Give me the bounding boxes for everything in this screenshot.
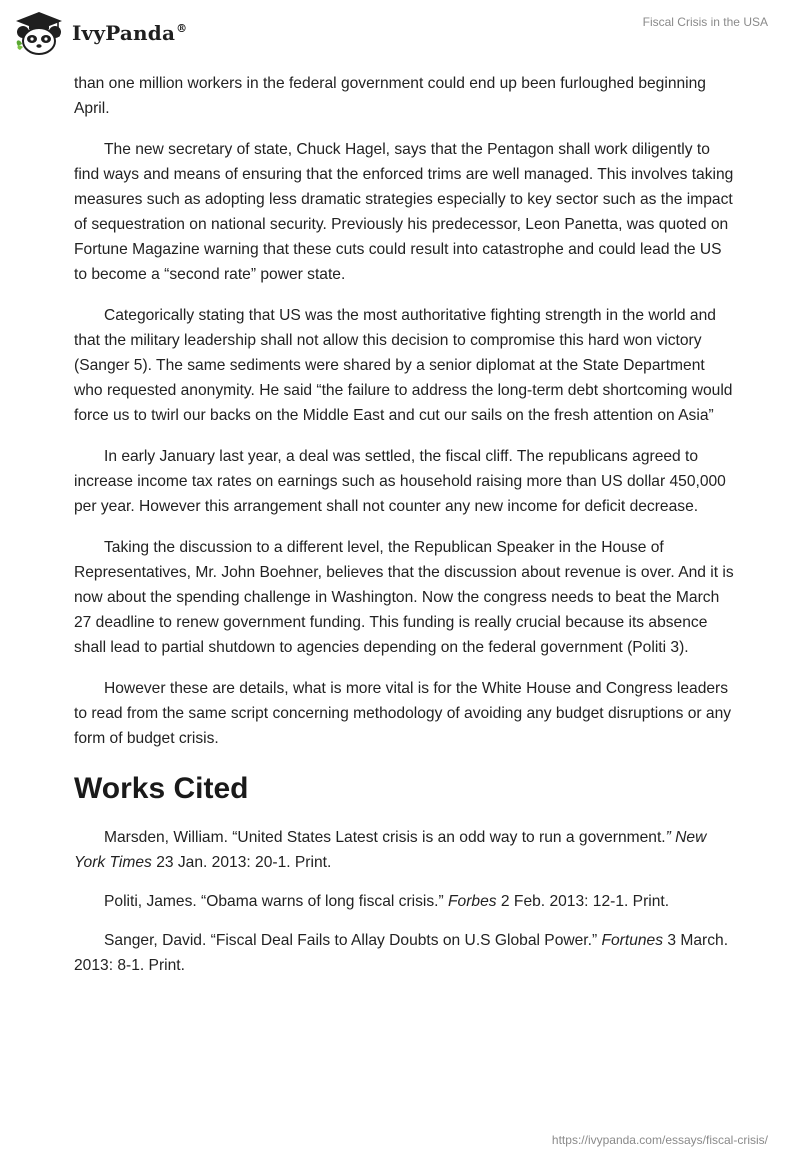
brand-name: IvyPanda® [72, 21, 188, 45]
paragraph: Categorically stating that US was the most authoritative fighting strength in the world and that the military leadership shall not allow this decision to compromise this hard won victory (Sanger 5). The same sediments were shared by a senior diplomat at the State Department who requested anonymity. He said “the failure to address the long-term debt shortcoming would force us to twirl our backs on the Middle East and cut our sails on the fresh attention on Asia” [74, 307, 733, 424]
document-title: Fiscal Crisis in the USA [642, 15, 768, 29]
citation-entry: Sanger, David. “Fiscal Deal Fails to Allay Doubts on U.S Global Power.” Fortunes 3 March. 2013: 8-1. Print. [74, 932, 729, 974]
paragraph: However these are details, what is more vital is for the White House and Congress leaders to read from the same script concerning methodology of avoiding any budget disruptions or any form of budget crisis. [74, 680, 732, 747]
citation-entry: Marsden, William. “United States Latest crisis is an odd way to run a government.” New York Times 23 Jan. 2013: 20-1. Print. [74, 829, 707, 871]
paragraph: In early January last year, a deal was settled, the fiscal cliff. The republicans agreed to increase income tax rates on earnings such as household raising more than US dollar 450,000 per year. However this arrangement shall not counter any new income for deficit decrease. [74, 448, 726, 515]
essay-content [74, 71, 734, 992]
works-cited-heading: Works Cited [74, 772, 249, 805]
citation-entry: Politi, James. “Obama warns of long fiscal crisis.” Forbes 2 Feb. 2013: 12-1. Print. [104, 893, 670, 910]
paragraph: than one million workers in the federal government could end up been furloughed beginning April. [74, 75, 706, 117]
page-header [0, 0, 800, 66]
panda-graduation-cap-icon [14, 10, 64, 56]
ivypanda-logo[interactable] [14, 8, 204, 58]
source-url[interactable]: https://ivypanda.com/essays/fiscal-crisis/ [551, 1133, 768, 1147]
paragraph: Taking the discussion to a different level, the Republican Speaker in the House of Representatives, Mr. John Boehner, believes that the discussion about revenue is over. And it is now about the spending challenge in Washington. Now the congress needs to beat the March 27 deadline to renew government funding. This funding is really crucial because its absence shall lead to partial shutdown to agencies depending on the federal government (Politi 3). [74, 539, 734, 656]
paragraph: The new secretary of state, Chuck Hagel, says that the Pentagon shall work diligently to find ways and means of ensuring that the enforced trims are well managed. This involves taking measures such as adopting less dramatic strategies especially to key sector such as the impact of sequestration on national security. Previously his predecessor, Leon Panetta, was quoted on Fortune Magazine warning that these cuts could result into catastrophe and could lead the US to become a “second rate” power state. [74, 141, 734, 283]
